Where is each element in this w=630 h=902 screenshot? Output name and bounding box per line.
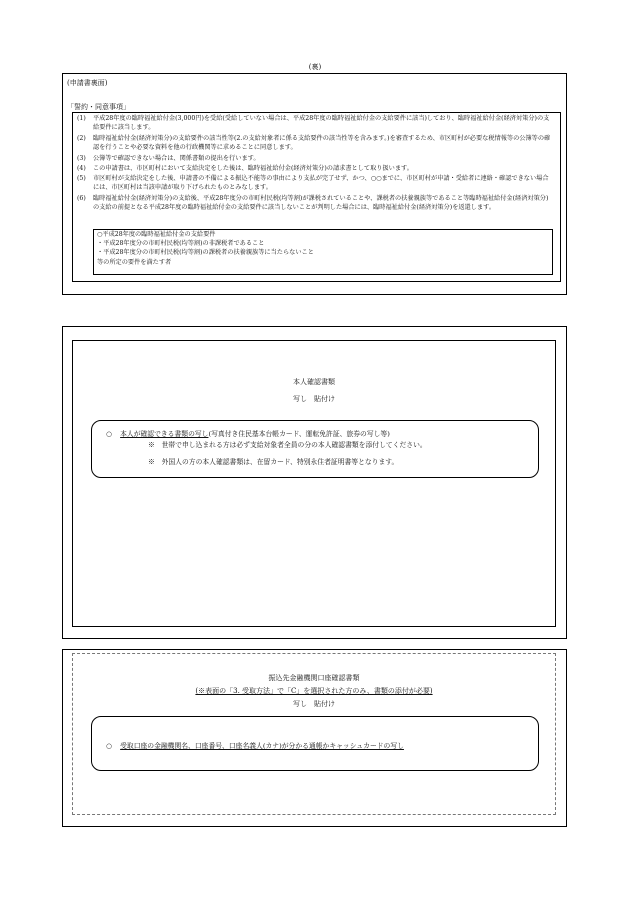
- circle-mark: ○: [106, 430, 112, 438]
- eligibility-requirements-box: [93, 229, 553, 275]
- requirement-line: ・平成28年度分の市町村民税(均等割)の非課税者であること: [97, 240, 265, 248]
- application-back-title: (申請書裏面): [67, 79, 108, 87]
- identity-docs-paste-area: [72, 340, 556, 627]
- bank-docs-line: [106, 741, 404, 751]
- identity-docs-note: ※ 外国人の方の本人確認書類は、在留カード、特別永住者証明書等となります。: [148, 458, 399, 466]
- requirement-line: ・平成28年度分の市町村民税(均等割)の課税者の扶養親族等に当たらないこと: [97, 249, 314, 257]
- identity-docs-examples: (写真付き住民基本台帳カード、運転免許証、旅券の写し等): [208, 430, 390, 438]
- bank-docs-text: 受取口座の金融機関名、口座番号、口座名義人(カナ)が分かる通帳かキャッシュカードの写し: [120, 742, 404, 750]
- pledge-item: (6) 臨時福祉給付金(経済対策分)の支給後、平成28年度分の市町村民税(均等割)が課税されていることや、課税者の扶養親族等であること等臨時福祉給付金(経済対策分)の支給の前提となる平成28年度の臨時福祉給付金の支給要件に該当しないことが判明した場合には、臨時福祉給付金(経済対策分)を返還します。: [77, 195, 549, 212]
- identity-docs-box: [62, 326, 567, 639]
- requirement-line: ○平成28年度の臨時福祉給付金の支給要件: [97, 231, 216, 238]
- identity-docs-subtitle: 写し 貼付け: [293, 395, 335, 403]
- bank-docs-note: (※表面の「3. 受取方法」で「C」を選択された方のみ、書類の添付が必要): [195, 687, 433, 695]
- pledge-list-box: [72, 112, 561, 282]
- page-header: (裏): [308, 63, 322, 71]
- identity-docs-title: 本人確認書類: [293, 378, 335, 386]
- pledge-item: (3) 公簿等で確認できない場合は、関係書類の提出を行います。: [77, 155, 260, 162]
- bank-docs-bracket: [91, 716, 539, 771]
- requirement-line: 等の所定の要件を満たす者: [97, 258, 172, 266]
- pledge-item: (5) 市区町村が支給決定をした後、申請書の不備による振込不能等の事由により支払が完了せず、かつ、○○までに、市区町村が申請・受給者に連絡・確認できない場合には、市区町村は当該申請が取り下げられたものとみなします。: [77, 175, 549, 192]
- identity-docs-required: 本人が確認できる書類の写し: [120, 430, 209, 438]
- bank-docs-subtitle: 写し 貼付け: [293, 700, 335, 708]
- bank-docs-title: 振込先金融機関口座確認書類: [268, 674, 360, 682]
- circle-mark: ○: [106, 742, 112, 750]
- pledge-item: (2) 臨時福祉給付金(経済対策分)の支給要件の該当性等(2.の支給対象者に係る支給要件の該当性等を含みます。)を審査するため、市区町村が必要な税情報等の公簿等の確認を行うことや必要な資料を他の行政機関等に求めることに同意します。: [77, 135, 551, 152]
- application-back-box: [62, 73, 567, 295]
- identity-docs-note: ※ 世帯で申し込まれる方は必ず支給対象者全員の分の本人確認書類を添付してください。: [148, 441, 427, 449]
- identity-docs-line: [106, 429, 390, 439]
- pledge-item: (1) 平成28年度の臨時福祉給付金(3,000円)を受給(受給していない場合は、平成28年度の臨時福祉給付金の支給要件に該当)しており、臨時福祉給付金(経済対策分)の支給要件に該当します。: [77, 115, 550, 132]
- identity-docs-bracket: [91, 420, 539, 478]
- pledge-section-title: 「誓約・同意事項」: [67, 103, 130, 111]
- bank-docs-paste-area: [72, 653, 556, 815]
- bank-docs-box: [62, 649, 567, 827]
- pledge-item: (4) この申請書は、市区町村において支給決定をした後は、臨時福祉給付金(経済対策分)の請求書として取り扱います。: [77, 165, 413, 172]
